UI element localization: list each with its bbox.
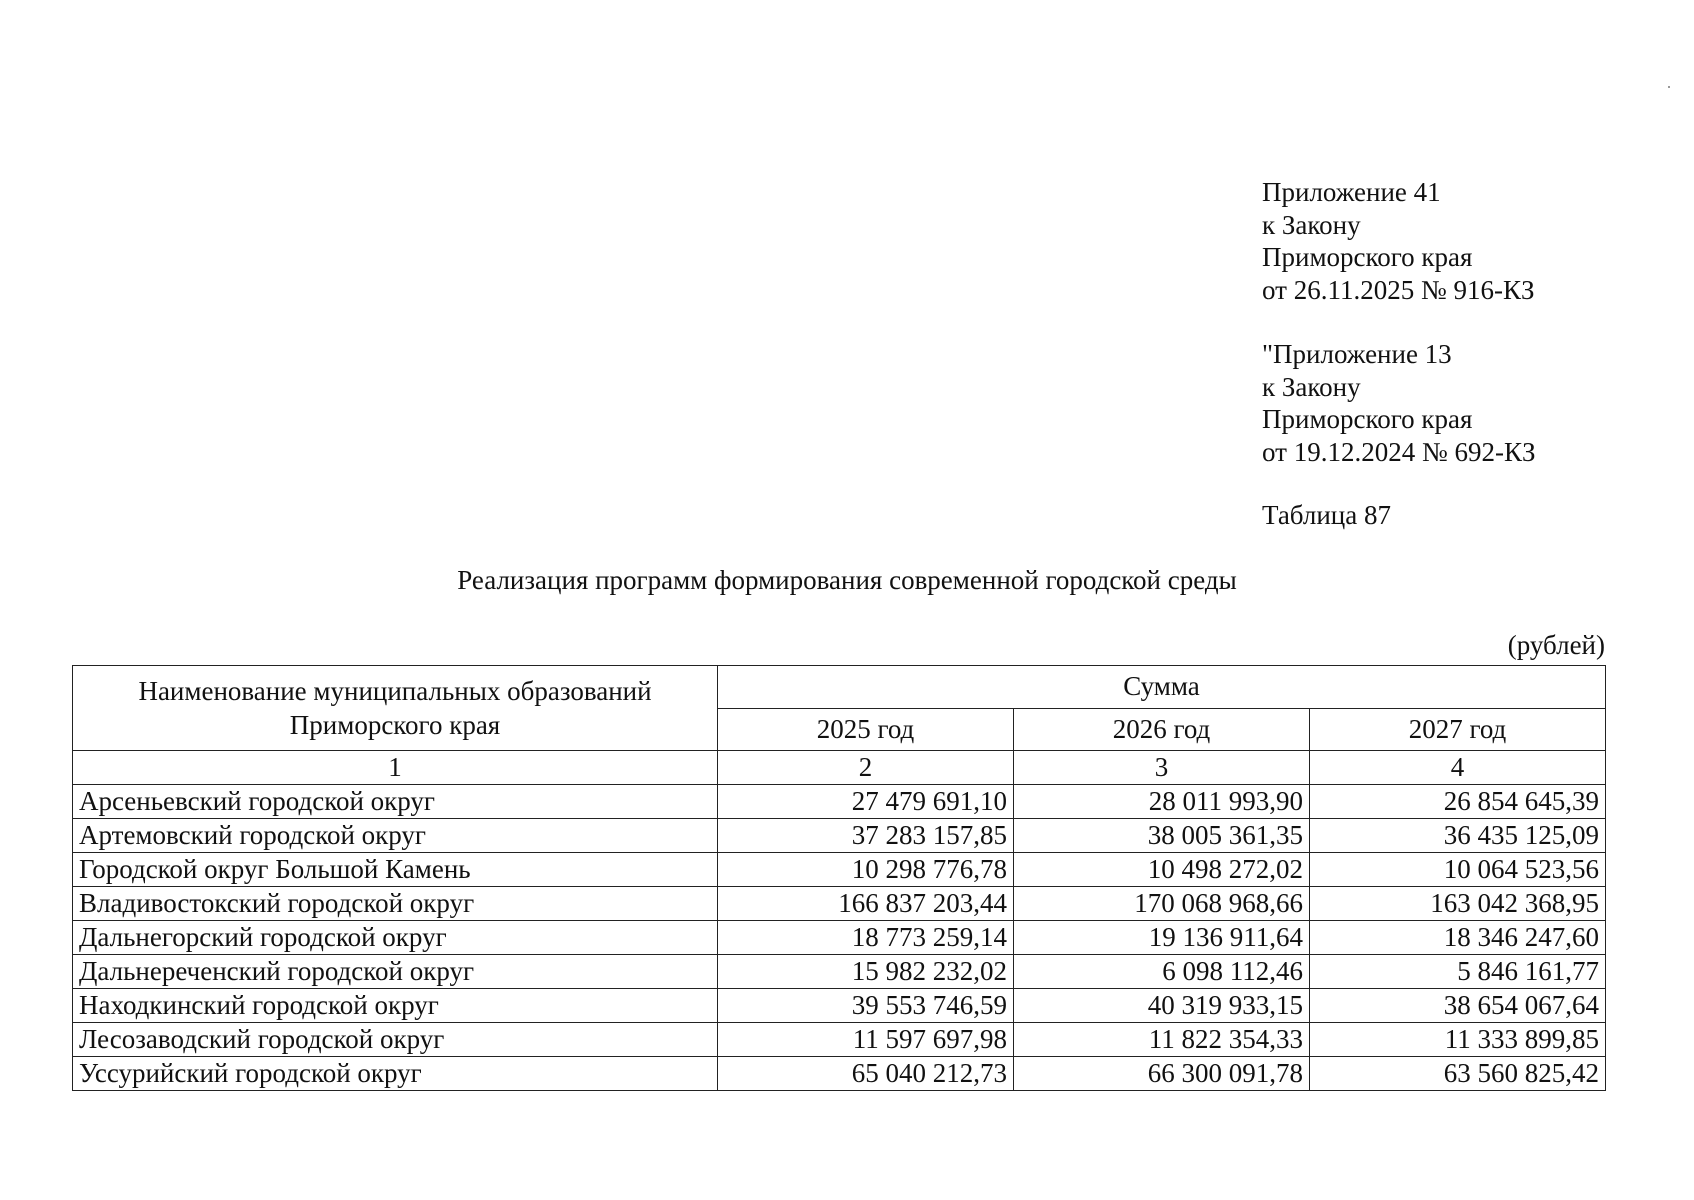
column-number: 3 <box>1014 751 1310 785</box>
municipality-name: Лесозаводский городской округ <box>73 1023 718 1057</box>
budget-table <box>72 665 1606 1091</box>
amount-2026: 6 098 112,46 <box>1014 955 1310 989</box>
table-row <box>73 1057 1606 1091</box>
appendix-line: от 26.11.2025 № 916-КЗ <box>1262 274 1535 305</box>
column-number: 1 <box>73 751 718 785</box>
table-row <box>73 955 1606 989</box>
scan-speck <box>1668 86 1670 88</box>
header-municipality <box>73 666 718 751</box>
amount-2026: 66 300 091,78 <box>1014 1057 1310 1091</box>
appendix-gap <box>1262 306 1662 338</box>
header-year-2026: 2026 год <box>1014 708 1310 751</box>
appendix-line: "Приложение 13 <box>1262 339 1452 369</box>
amount-2025: 11 597 697,98 <box>718 1023 1014 1057</box>
amount-2025: 166 837 203,44 <box>718 887 1014 921</box>
table-row <box>73 1023 1606 1057</box>
column-number: 4 <box>1310 751 1606 785</box>
header-row <box>73 666 1606 709</box>
municipality-name: Арсеньевский городской округ <box>73 785 718 819</box>
header-year-2027: 2027 год <box>1310 708 1606 751</box>
amount-2027: 18 346 247,60 <box>1310 921 1606 955</box>
units-label: (рублей) <box>1507 630 1605 660</box>
appendix-line: от 19.12.2024 № 692-КЗ <box>1262 436 1536 467</box>
amount-2026: 38 005 361,35 <box>1014 819 1310 853</box>
table-row <box>73 921 1606 955</box>
appendix-block <box>1262 176 1662 468</box>
table-row <box>73 853 1606 887</box>
amount-2025: 10 298 776,78 <box>718 853 1014 887</box>
table-row <box>73 989 1606 1023</box>
amount-2027: 36 435 125,09 <box>1310 819 1606 853</box>
amount-2025: 18 773 259,14 <box>718 921 1014 955</box>
amount-2025: 37 283 157,85 <box>718 819 1014 853</box>
column-number-row <box>73 751 1606 785</box>
amount-2027: 38 654 067,64 <box>1310 989 1606 1023</box>
appendix-line: Приложение 41 <box>1262 177 1441 207</box>
amount-2027: 11 333 899,85 <box>1310 1023 1606 1057</box>
header-sum: Сумма <box>718 666 1606 709</box>
appendix-line: к Закону <box>1262 209 1361 240</box>
header-year-2025: 2025 год <box>718 708 1014 751</box>
amount-2025: 27 479 691,10 <box>718 785 1014 819</box>
document-title: Реализация программ формирования современной городской среды <box>457 565 1237 595</box>
amount-2026: 28 011 993,90 <box>1014 785 1310 819</box>
municipality-name: Уссурийский городской округ <box>73 1057 718 1091</box>
appendix-line: Приморского края <box>1262 404 1473 434</box>
appendix-line: к Закону <box>1262 371 1361 402</box>
amount-2025: 65 040 212,73 <box>718 1057 1014 1091</box>
appendix-line: Приморского края <box>1262 242 1473 272</box>
municipality-name: Дальнереченский городской округ <box>73 955 718 989</box>
municipality-name: Городской округ Большой Камень <box>73 853 718 887</box>
municipality-name: Артемовский городской округ <box>73 819 718 853</box>
column-number: 2 <box>718 751 1014 785</box>
amount-2025: 39 553 746,59 <box>718 989 1014 1023</box>
amount-2027: 163 042 368,95 <box>1310 887 1606 921</box>
table-row <box>73 887 1606 921</box>
amount-2026: 170 068 968,66 <box>1014 887 1310 921</box>
amount-2027: 26 854 645,39 <box>1310 785 1606 819</box>
amount-2025: 15 982 232,02 <box>718 955 1014 989</box>
table-row <box>73 819 1606 853</box>
amount-2026: 19 136 911,64 <box>1014 921 1310 955</box>
header-municipality-text: Наименование муниципальных образований Приморского края <box>138 676 652 740</box>
amount-2026: 40 319 933,15 <box>1014 989 1310 1023</box>
amount-2026: 11 822 354,33 <box>1014 1023 1310 1057</box>
table-row <box>73 785 1606 819</box>
table-number: Таблица 87 <box>1262 500 1391 530</box>
municipality-name: Дальнегорский городской округ <box>73 921 718 955</box>
amount-2026: 10 498 272,02 <box>1014 853 1310 887</box>
amount-2027: 5 846 161,77 <box>1310 955 1606 989</box>
amount-2027: 63 560 825,42 <box>1310 1057 1606 1091</box>
municipality-name: Владивостокский городской округ <box>73 887 718 921</box>
municipality-name: Находкинский городской округ <box>73 989 718 1023</box>
amount-2027: 10 064 523,56 <box>1310 853 1606 887</box>
